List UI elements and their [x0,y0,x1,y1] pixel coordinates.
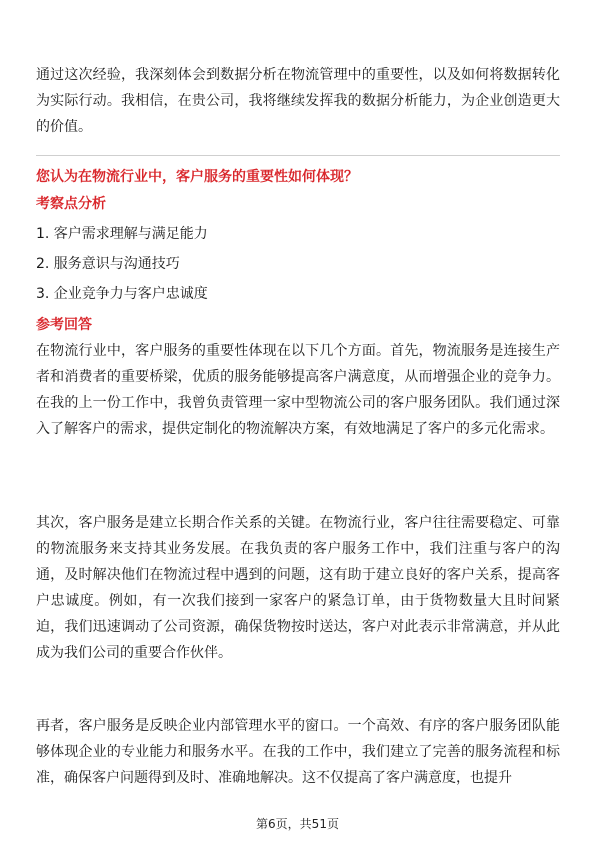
question-title: 您认为在物流行业中，客户服务的重要性如何体现？ [36,169,358,185]
analysis-heading: 考察点分析 [36,196,106,212]
section-divider [36,155,560,156]
analysis-point: 3. 企业竞争力与客户忠诚度 [36,286,208,302]
analysis-point: 2. 服务意识与沟通技巧 [36,256,180,272]
answer-heading: 参考回答 [36,317,92,333]
answer-paragraph: 其次，客户服务是建立长期合作关系的关键。在物流行业，客户往往需要稳定、可靠的物流服务来支持其业务发展。在我负责的客户服务工作中，我们注重与客户的沟通，及时解决他们在物流过程中遇到的问题，这有助于建立良好的客户关系，提高客户忠诚度。例如，有一次我们接到一家客户的紧急订单，由于货物数量大且时间紧迫，我们迅速调动了公司资源，确保货物按时送达，客户对此表示非常满意，并从此成为我们公司的重要合作伙伴。 [36,515,560,661]
analysis-point: 1. 客户需求理解与满足能力 [36,226,208,242]
intro-paragraph: 通过这次经验，我深刻体会到数据分析在物流管理中的重要性，以及如何将数据转化为实际行动。我相信，在贵公司，我将继续发挥我的数据分析能力，为企业创造更大的价值。 [36,67,560,135]
page-number: 第6页，共51页 [256,817,339,831]
answer-paragraph: 在物流行业中，客户服务的重要性体现在以下几个方面。首先，物流服务是连接生产者和消费者的重要桥梁，优质的服务能够提高客户满意度，从而增强企业的竞争力。在我的上一份工作中，我曾负责管理一家中型物流公司的客户服务团队。我们通过深入了解客户的需求，提供定制化的物流解决方案，有效地满足了客户的多元化需求。 [36,343,560,437]
answer-paragraph: 再者，客户服务是反映企业内部管理水平的窗口。一个高效、有序的客户服务团队能够体现企业的专业能力和服务水平。在我的工作中，我们建立了完善的服务流程和标准，确保客户问题得到及时、准确地解决。这不仅提高了客户满意度，也提升 [36,718,560,786]
